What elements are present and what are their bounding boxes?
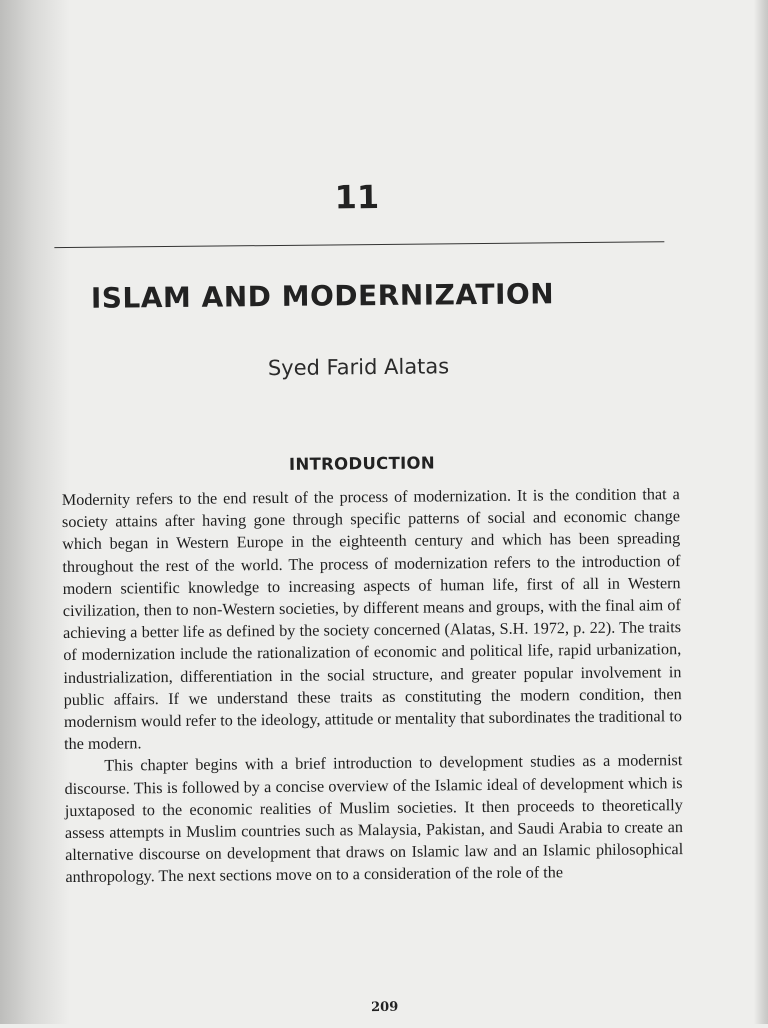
chapter-number: 11	[334, 177, 380, 217]
section-heading: INTRODUCTION	[288, 453, 436, 474]
body-text	[62, 483, 684, 889]
paragraph: This chapter begins with a brief introduction to development studies as a modernist discourse. This is followed by a concise overview of the Islamic ideal of development which is juxtaposed to the economic realities of Muslim societies. It then proceeds to theoretically assess attempts in Muslim countries such as Malaysia, Pakistan, and Saudi Arabia to create an alternative discourse on development that draws on Islamic law and an Islamic philosophical anthropology. The next sections move on to a consideration of the role of the	[64, 751, 684, 887]
page-number: 209	[371, 999, 399, 1016]
paragraph: Modernity refers to the end result of the process of modernization. It is the condition that a society attains after having gone through specific patterns of social and economic change which began in Western Europe in the eighteenth century and which has been spreading throughout the rest of the world. The process of modernization refers to the introduction of modern scientific knowledge to increasing aspects of human life, first of all in Western civilization, then to non-Western societies, by different means and groups, with the final aim of achieving a better life as defined by the society concerned (Alatas, S.H. 1972, p. 22). The traits of modernization include the rationalization of economic and political life, rapid urbanization, industrialization, differentiation in the social structure, and greater popular involvement in public affairs. If we understand these traits as constituting the modern condition, then modernism would refer to the ideology, attitude or mentality that subordinates the traditional to the modern.	[61, 485, 682, 754]
author-name: Syed Farid Alatas	[267, 354, 450, 381]
chapter-title: ISLAM AND MODERNIZATION	[90, 277, 555, 315]
chapter-rule	[54, 241, 664, 248]
